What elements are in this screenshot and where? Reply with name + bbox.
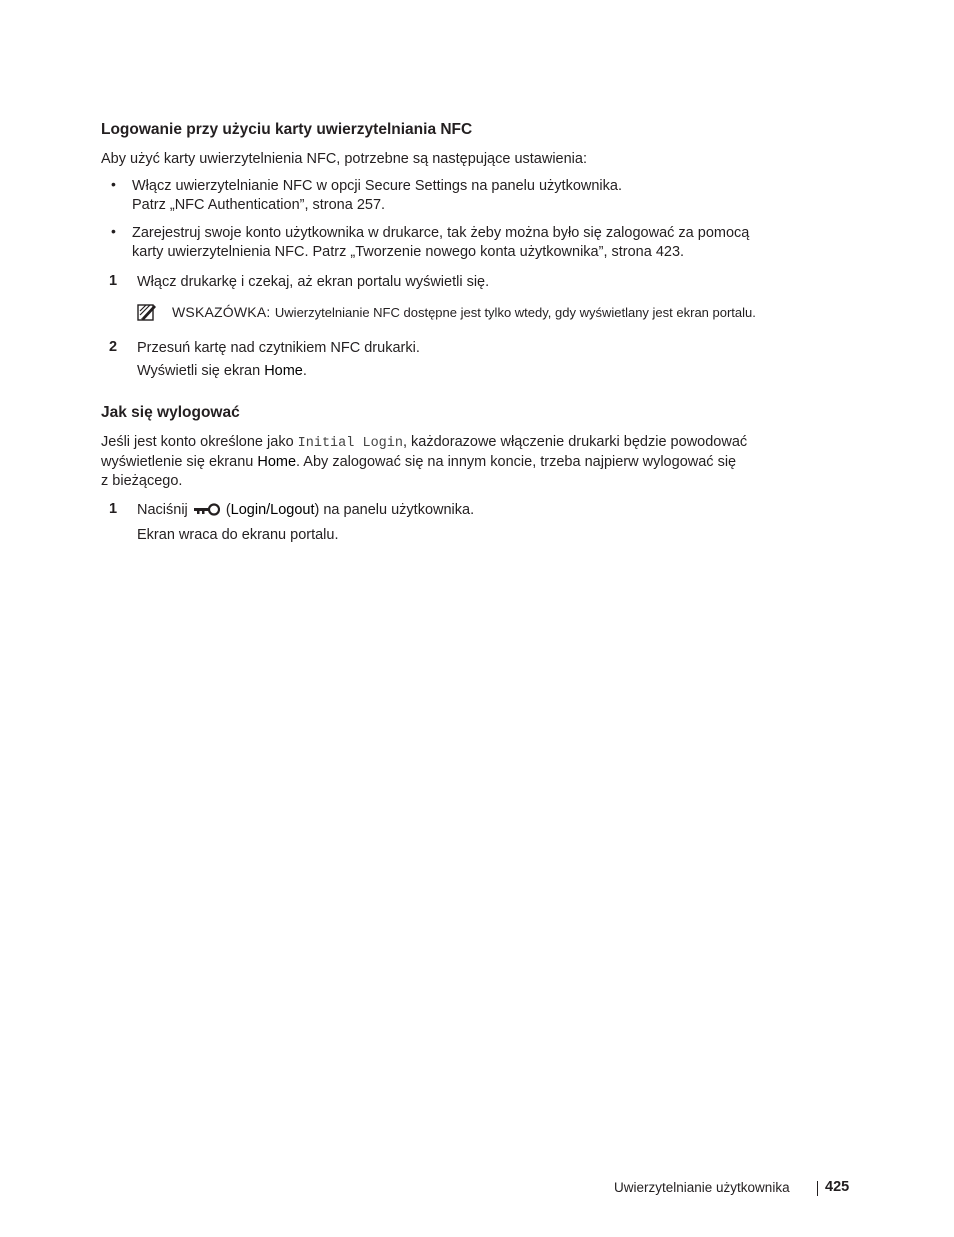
step-2-result-suffix: . (302, 363, 307, 379)
step-2-result (137, 362, 420, 381)
step-2-result-prefix: Wyświetli się ekran (137, 363, 265, 379)
ui-label-login-logout: Login/Logout (230, 502, 315, 518)
bullet-marker: • (111, 176, 116, 192)
bullet-item-1-line1: Włącz uwierzytelnianie NFC w opcji Secure Settings na panelu użytkownika. (132, 178, 622, 194)
logout-paragraph (101, 433, 747, 491)
code-initial-login: Initial Login (297, 436, 403, 451)
ui-label-home: Home (257, 454, 297, 470)
ui-label-home: Home (264, 363, 303, 379)
section-heading-logout: Jak się wylogować (101, 404, 240, 421)
bullet-marker: • (111, 223, 116, 239)
logout-step-1-text (137, 501, 474, 522)
note-label: WSKAZÓWKA: (172, 304, 271, 320)
page-number: 425 (825, 1179, 850, 1195)
footer-divider (817, 1181, 818, 1196)
intro-paragraph: Aby użyć karty uwierzytelnienia NFC, potrzebne są następujące ustawienia: (101, 151, 587, 167)
step-number: 1 (109, 501, 118, 517)
text-span: . Aby zalogować się na innym koncie, trzeba najpierw wylogować się (296, 454, 737, 470)
bullet-item-1 (132, 177, 622, 215)
note-text: Uwierzytelnianie NFC dostępne jest tylko wtedy, gdy wyświetlany jest ekran portalu. (274, 305, 756, 320)
step-2-text: Przesuń kartę nad czytnikiem NFC drukarki. (137, 340, 420, 356)
logout-step-1-result: Ekran wraca do ekranu portalu. (137, 527, 339, 543)
logout-paragraph-line3: z bieżącego. (101, 473, 183, 489)
step-number: 1 (109, 273, 118, 289)
step-1-text: Włącz drukarkę i czekaj, aż ekran portalu wyświetli się. (137, 274, 490, 290)
note-pencil-icon (137, 302, 157, 322)
bullet-item-2-line1: Zarejestruj swoje konto użytkownika w drukarce, tak żeby można było się zalogować za pomocą (132, 225, 750, 241)
section-heading-nfc-login: Logowanie przy użyciu karty uwierzytelniania NFC (101, 121, 473, 138)
logout-paragraph-line1 (101, 433, 747, 453)
login-logout-key-icon (194, 503, 220, 522)
text-span: ( (221, 502, 231, 518)
text-span: ) na panelu użytkownika. (314, 502, 475, 518)
text-span: Naciśnij (137, 502, 192, 518)
note-box (172, 304, 756, 322)
footer-section-title: Uwierzytelnianie użytkownika (614, 1180, 790, 1195)
step-2 (137, 339, 420, 381)
bullet-item-1-line2: Patrz „NFC Authentication”, strona 257. (132, 197, 386, 213)
text-span: wyświetlenie się ekranu (101, 454, 258, 470)
step-number: 2 (109, 339, 118, 355)
logout-paragraph-line2 (101, 453, 747, 472)
bullet-item-2-line2: karty uwierzytelnienia NFC. Patrz „Tworzenie nowego konta użytkownika”, strona 423. (132, 244, 685, 260)
text-span: , każdorazowe włączenie drukarki będzie powodować (402, 434, 748, 450)
logout-step-1 (137, 501, 474, 545)
bullet-item-2 (132, 224, 749, 262)
text-span: Jeśli jest konto określone jako (101, 434, 298, 450)
